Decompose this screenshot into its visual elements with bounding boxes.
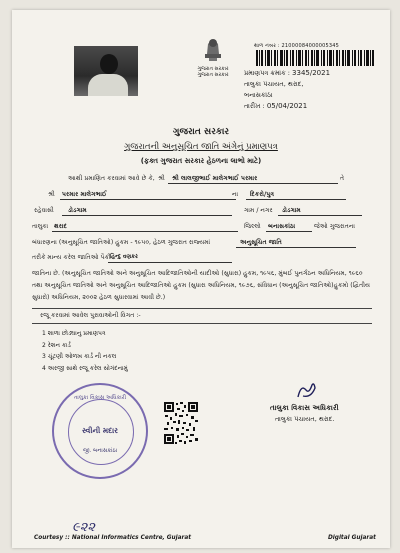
handwritten-number: ૯૨૨ — [72, 520, 95, 535]
applicant-name: શ્રી લાલજીભાઈ માલેગભાઈ પરમાર — [172, 175, 258, 182]
seal-top-text: તાલુકા વિકાસ અધિકારી — [73, 395, 127, 401]
district-label: જિલ્લો — [244, 223, 261, 230]
emblem-caption-1: ગુજરાત સરકાર — [197, 66, 229, 72]
official-seal — [52, 383, 148, 479]
shri-label-1: શ્રી — [158, 175, 165, 182]
seal-center-text: સ્વીની મદાર — [81, 426, 119, 435]
state-label: જેઓ ગુજરાતના — [314, 223, 356, 230]
issue-date-label: તારીખ : — [244, 102, 265, 110]
document-item: 1 શાળા છોડ્યાનુ પ્રમાણપત્ર — [42, 330, 106, 337]
applicant-photo — [74, 46, 138, 96]
shri-label-2: શ્રી — [48, 191, 55, 198]
barcode-number: થાળ નંબર : 21000084000005345 — [254, 43, 340, 49]
certificate-number-label: પ્રમાણપત્ર ક્રમાંક : — [244, 69, 290, 77]
that-text: તે — [340, 175, 345, 182]
taluka-value: થરાદ — [54, 223, 67, 230]
legal-paragraph: જાતિના છે. (અનુસૂચિત જાતિઓ અને અનુસૂચિત આદિજાતિઓની યાદીઓ (સુધારા) હુકમ, ૧૯૫૬, મુંબઈ પુનર્ગઠન અધિનિયમ, ૧૯૬૦ તથા અનુસૂચિત જાતિઓ અને અનુસૂચિત આદિજાતિઓ હુકમ (સુધારા અધિનિયમ, ૧૯૭૬, સંવિધાન (અનુસૂચિત જાતિઓ)હુકમો (દ્વિતીય સુધારો) અધિનિયમ, ૨૦૦૨ હેઠળ સુધારવામાં આવી છે.) — [32, 270, 371, 301]
district-value: બનાસકાંઠા — [268, 223, 296, 230]
signature-mark — [295, 380, 317, 402]
office-line-1: તાલુકા પંચાયત, થરાદ, — [244, 80, 304, 88]
order-text: બંધારણના (અનુસૂચિત જાતિઓ) હુકમ - ૧૯૫૦, હેઠળ ગુજરાત રાજ્યમાં — [32, 239, 211, 246]
document-item: 2 રેશન કાર્ડ — [42, 341, 71, 349]
issue-date-value: 05/04/2021 — [266, 102, 308, 110]
relation-value: દિકરો/પુત્ર — [250, 191, 275, 198]
documents-list — [42, 328, 128, 374]
footer-courtesy: Courtesy :: National Informatics Centre, Gujarat — [34, 535, 192, 541]
taluka-label: તાલુકા — [32, 223, 49, 230]
certificate-page — [12, 10, 390, 548]
documents-heading: રજૂ કરવામાં આવેલ પુરાવાઓની વિગત :- — [40, 312, 141, 319]
state-emblem — [190, 34, 236, 78]
caste-value: હિન્દુ વણકર — [110, 254, 138, 260]
issue-date — [244, 102, 307, 111]
relation-label: ના — [232, 191, 239, 198]
office-line-2: બનાસકાંઠા — [244, 91, 273, 99]
resident-value: ડોડગામ — [68, 207, 87, 214]
seal-bottom-text: જી. બનાસકાંઠા — [82, 448, 118, 454]
village-value: ડોડગામ — [282, 207, 301, 214]
category-value: અનુસૂચિત જાતિ — [240, 239, 282, 246]
barcode — [256, 50, 374, 66]
certificate-title — [12, 142, 390, 152]
government-title: ગુજરાત સરકાર — [172, 127, 230, 137]
intro-text: આથી પ્રમાણિત કરવામાં આવે છે કે, — [68, 175, 155, 182]
village-label: ગામ / નગર — [244, 207, 273, 214]
father-name: પરમાર માલેગભાઈ — [62, 191, 107, 198]
qr-code — [164, 402, 198, 444]
certificate-subtitle: (ફક્ત ગુજરાત સરકાર હેઠળના લાભો માટે) — [140, 157, 262, 165]
recognized-text: તરીકે માન્ય કરેલ જાતિઓ પૈકી — [32, 254, 111, 261]
resident-label: રહેવાસી — [34, 207, 54, 214]
footer-digital-gujarat: Digital Gujarat — [328, 535, 376, 541]
emblem-caption-2: ગુજરાત સરકાર — [197, 72, 229, 78]
document-item: 3 ચૂંટણી ઓળખ કાર્ડ ની નકલ — [42, 353, 117, 360]
signatory-title: તાલુકા વિકાસ અધિકારી — [270, 403, 339, 412]
lion-emblem-icon — [200, 34, 226, 62]
certificate-number — [244, 69, 330, 78]
certificate-title-text: ગુજરાતની અનુસૂચિત જાતિ અંગેનું પ્રમાણપત્ર — [124, 142, 278, 152]
document-item: 4 અરજી સાથે રજૂ કરેલ સોગંદનામું — [42, 364, 128, 372]
certificate-number-value: 3345/2021 — [292, 69, 331, 77]
signatory-office: તાલુકા પંચાયત, થરાદ. — [275, 415, 335, 423]
